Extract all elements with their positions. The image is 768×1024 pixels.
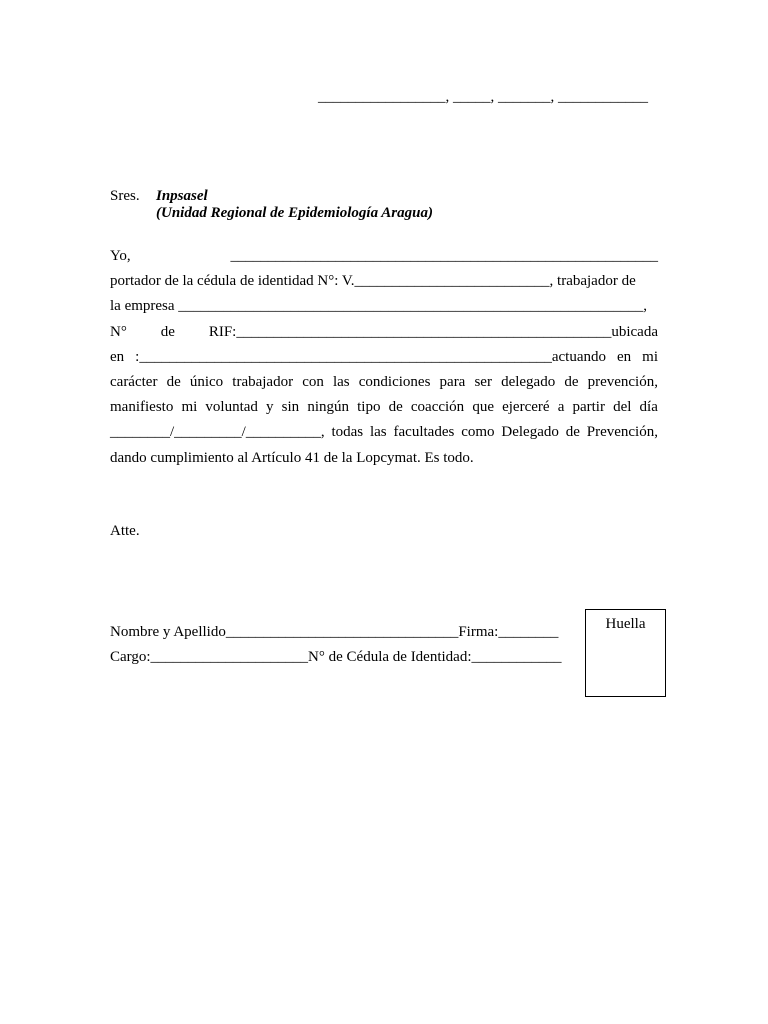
body-word: N°: [110, 323, 127, 340]
body-word: ________/_________/__________,: [110, 424, 325, 441]
body-line-3: la empresa ______________________________________________________________,: [110, 298, 648, 315]
body-word: facultades: [393, 424, 455, 441]
body-line-5: [110, 345, 658, 370]
date-line[interactable]: _________________, _____, _______, ____________: [318, 89, 648, 105]
body-word: día: [639, 399, 658, 416]
body-word: voluntad: [205, 399, 258, 416]
body-line-9: dando cumplimiento al Artículo 41 de la Lopcymat. Es todo.: [110, 449, 474, 466]
body-word: que: [472, 399, 494, 416]
body-line-7: [110, 395, 658, 420]
body-word: a: [557, 399, 565, 416]
fingerprint-label: Huella: [605, 616, 646, 632]
body-word: partir: [572, 399, 605, 416]
body-word: prevención,: [587, 373, 658, 390]
body-word: para: [439, 373, 466, 390]
body-word: tipo: [357, 399, 381, 416]
body-line-1: [110, 244, 658, 269]
body-word: coacción: [410, 399, 465, 416]
body-word: en: [616, 348, 632, 365]
body-word: Delegado: [501, 424, 559, 441]
body-word: en: [110, 348, 125, 365]
fingerprint-box[interactable]: [585, 609, 666, 697]
body-word: mi: [642, 348, 658, 365]
body-line-4: [110, 320, 658, 345]
body-word: del: [613, 399, 632, 416]
body-word: RIF:__________________________________________________ubicada: [208, 323, 658, 340]
body-word: de: [564, 373, 579, 390]
body-word: único: [189, 373, 224, 390]
body-word: todas: [331, 424, 364, 441]
yo-label: Yo,: [110, 248, 131, 264]
addressee-unit: (Unidad Regional de Epidemiología Aragua): [156, 205, 433, 221]
body-word: carácter: [110, 373, 158, 390]
body-line-8: [110, 420, 658, 445]
body-word: Prevención,: [586, 424, 658, 441]
body-word: y: [266, 399, 274, 416]
signature-cargo-cedula-line[interactable]: Cargo:_____________________N° de Cédula de Identidad:____________: [110, 649, 562, 665]
body-word: ningún: [307, 399, 349, 416]
body-line-6: [110, 370, 658, 395]
body-line-2: portador de la cédula de identidad N°: V.__________________________, trabajador de: [110, 273, 636, 290]
body-word: de: [565, 424, 580, 441]
name-blank[interactable]: _________________________________________________________: [230, 248, 658, 264]
body-word: delegado: [501, 373, 556, 390]
body-word: :_______________________________________________________actuando: [135, 348, 606, 365]
body-word: manifiesto: [110, 399, 174, 416]
body-word: condiciones: [358, 373, 431, 390]
body-word: mi: [181, 399, 198, 416]
addressee-name: Inpsasel: [156, 188, 208, 204]
closing-atte: Atte.: [110, 523, 140, 539]
salutation: Sres.: [110, 188, 140, 204]
body-paragraph: [110, 244, 658, 471]
signature-name-firma-line[interactable]: Nombre y Apellido_______________________________Firma:________: [110, 624, 559, 640]
body-word: las: [369, 424, 387, 441]
body-word: de: [388, 399, 403, 416]
body-word: como: [461, 424, 495, 441]
body-word: ser: [474, 373, 492, 390]
body-word: con: [302, 373, 324, 390]
body-word: trabajador: [232, 373, 294, 390]
body-word: de: [166, 373, 181, 390]
body-word: ejerceré: [502, 399, 550, 416]
body-word: de: [160, 323, 175, 340]
body-word: sin: [281, 399, 300, 416]
body-word: las: [332, 373, 350, 390]
